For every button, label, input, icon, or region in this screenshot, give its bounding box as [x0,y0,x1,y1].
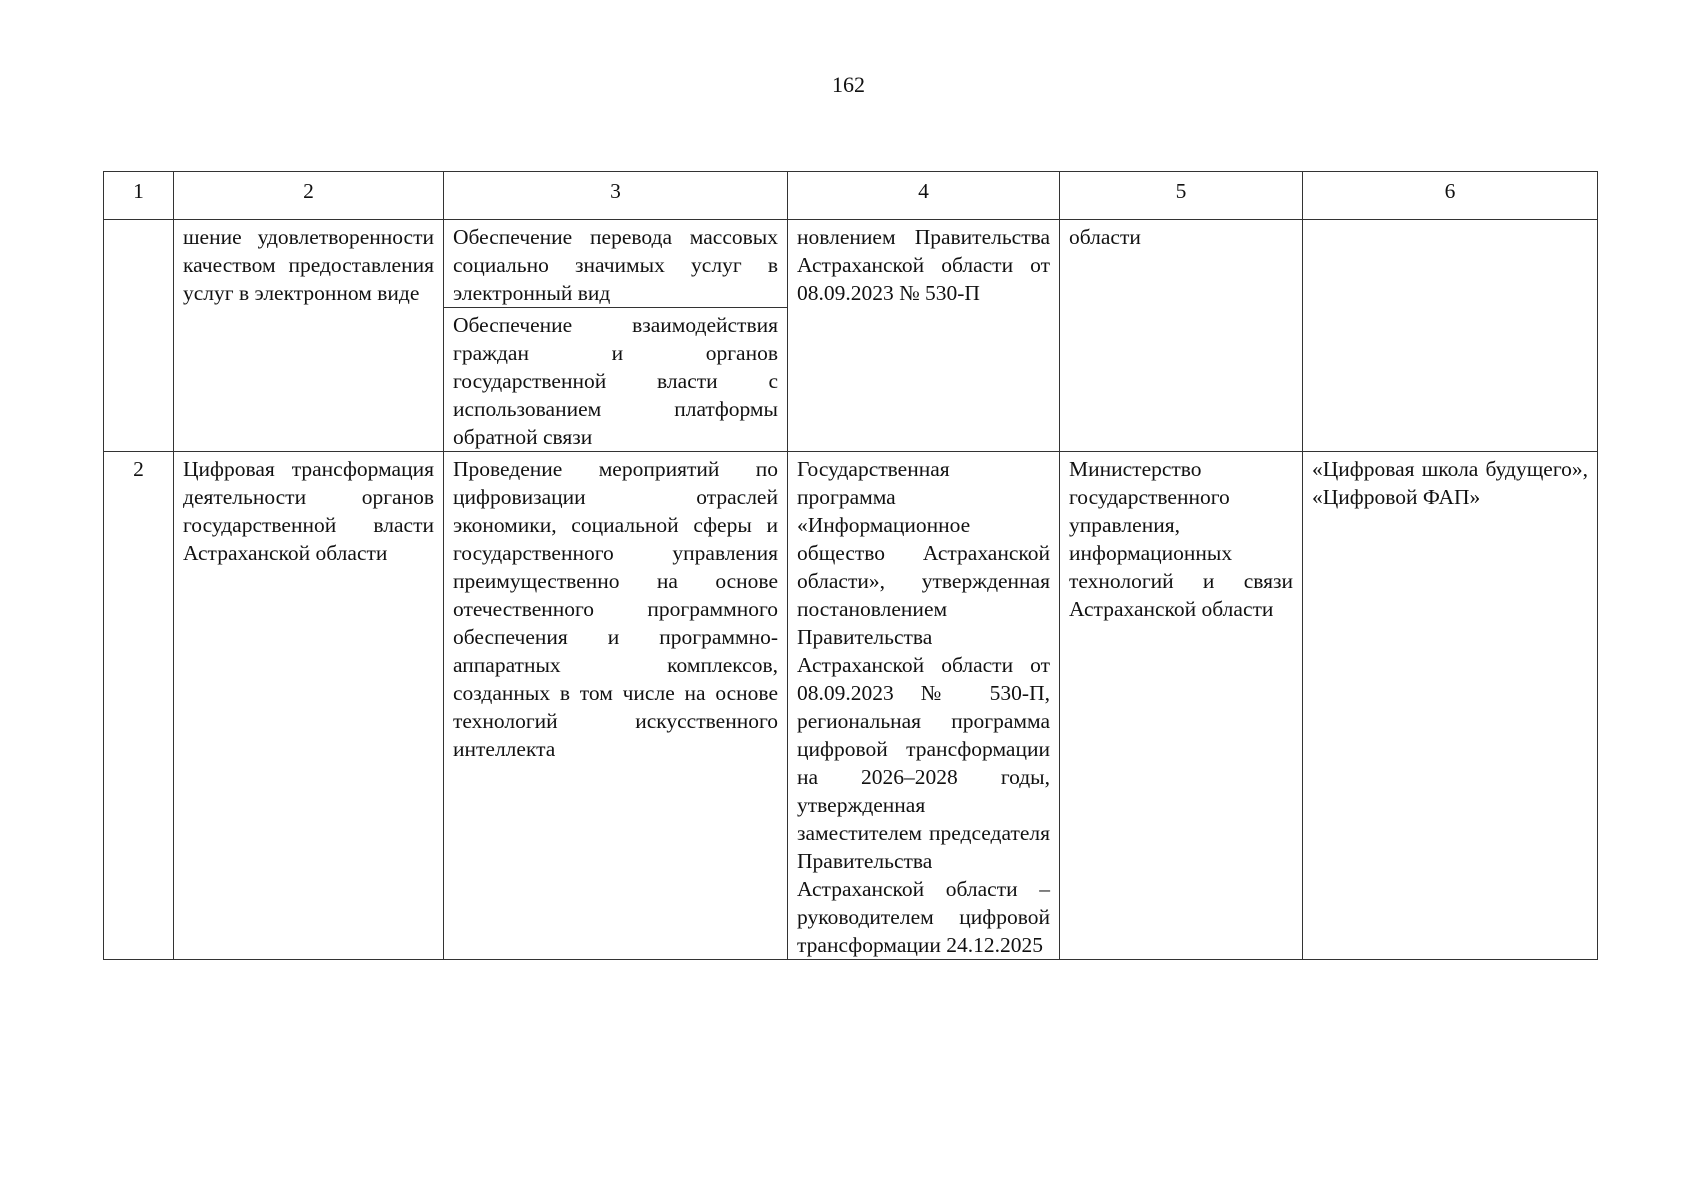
page-number: 162 [832,72,865,97]
table-row [104,220,1598,452]
row2-project-cell: «Цифровая школа будущего», «Цифровой ФАП» [1303,452,1598,960]
column-header-2: 2 [174,172,444,220]
table-header-row [104,172,1598,220]
row1-responsible-cell: области [1060,220,1303,452]
row1-tasks-cell [444,220,788,452]
row1-task-item: Обеспечение взаимодействия граждан и органов государственной власти с использованием платформы обратной связи [444,307,787,451]
row1-goal-cell: шение удовлетворенности качеством предоставления услуг в электронном виде [174,220,444,452]
column-header-1: 1 [104,172,174,220]
row1-task-item: Обеспечение перевода массовых социально значимых услуг в электронный вид [453,225,778,305]
column-header-6: 6 [1303,172,1598,220]
row2-goal-cell: Цифровая трансформация деятельности органов государственной власти Астраханской области [174,452,444,960]
document-table [103,171,1598,960]
row2-responsible-cell: Министерство государственного управления, информационных технологий и связи Астраханской области [1060,452,1303,960]
row1-number-cell [104,220,174,452]
row2-number-cell: 2 [104,452,174,960]
row2-tasks-cell: Проведение мероприятий по цифровизации отраслей экономики, социальной сферы и государственного управления преимущественно на основе отечественного программного обеспечения и программно-аппаратных комплексов, созданных в том числе на основе технологий искусственного интеллекта [444,452,788,960]
column-header-3: 3 [444,172,788,220]
column-header-4: 4 [788,172,1060,220]
row1-document-cell: новлением Правительства Астраханской области от 08.09.2023 № 530-П [788,220,1060,452]
row1-project-cell [1303,220,1598,452]
column-header-5: 5 [1060,172,1303,220]
row2-document-cell: Государственная программа «Информационное общество Астраханской области», утвержденная постановлением Правительства Астраханской области от 08.09.2023 № 530-П, региональная программа цифровой трансформации на 2026–2028 годы, утвержденная заместителем председателя Правительства Астраханской области – руководителем цифровой трансформации 24.12.2025 [788,452,1060,960]
table-row [104,452,1598,960]
